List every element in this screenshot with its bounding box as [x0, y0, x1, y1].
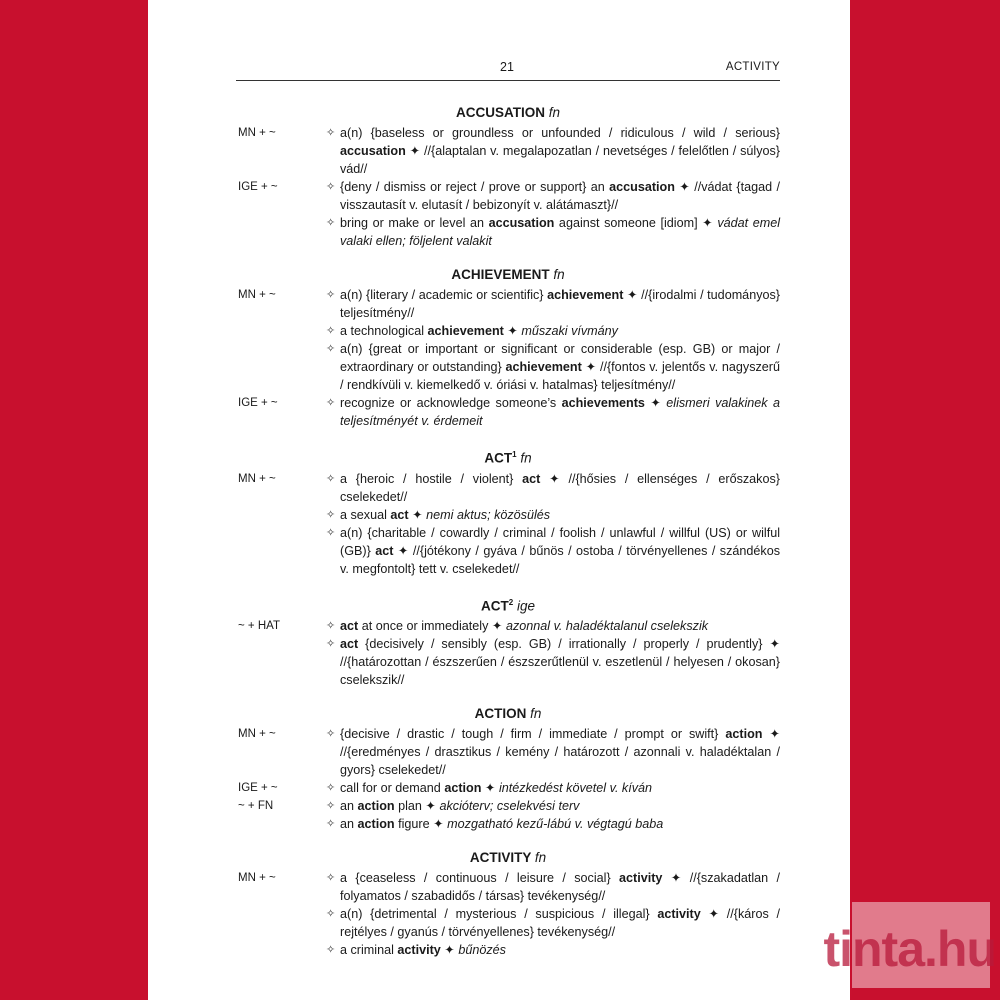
headword-text: ACTION — [474, 706, 527, 721]
translation: akcióterv; cselekvési terv — [439, 799, 580, 813]
collocation-text: ✧ a technological achievement ✦ műszaki vívmány — [326, 322, 780, 340]
collocation-row — [236, 635, 780, 689]
collocation-row — [236, 286, 780, 322]
bold-term: activity — [619, 871, 663, 885]
collocation-row — [236, 524, 780, 578]
collocation-row — [236, 178, 780, 214]
bold-term: action — [357, 817, 395, 831]
bold-term: accusation — [340, 144, 406, 158]
running-head: ACTIVITY — [725, 61, 780, 73]
collocation-text: ✧ act at once or immediately ✦ azonnal v. haladéktalanul cselekszik — [326, 617, 780, 635]
bold-term: activity — [397, 943, 441, 957]
watermark — [823, 902, 996, 988]
bold-term: achievements — [561, 396, 645, 410]
collocation-row — [236, 617, 780, 635]
headword-text: ACTIVITY — [469, 850, 532, 865]
translation: műszaki vívmány — [521, 324, 618, 338]
grammar-label: MN + ~ — [238, 872, 276, 884]
entry-section — [236, 266, 780, 430]
translation: azonnal v. haladéktalanul cselekszik — [505, 619, 709, 633]
grammar-label: ~ + FN — [238, 800, 274, 812]
grammar-label: IGE + ~ — [238, 782, 278, 794]
part-of-speech: fn — [548, 105, 561, 120]
homonym-number: 2 — [508, 597, 514, 607]
bold-term: achievement — [547, 288, 624, 302]
collocation-row — [236, 322, 780, 340]
collocation-row — [236, 725, 780, 779]
headword-text: ACHIEVEMENT — [451, 267, 550, 282]
collocation-text: ✧ a(n) {detrimental / mysterious / suspicious / illegal} activity ✦ //{káros / rejtélyes / gyanús / törvényellenes} tevékenység// — [326, 905, 780, 941]
bold-term: accusation — [609, 180, 675, 194]
collocation-row — [236, 394, 780, 430]
entry-section — [236, 594, 780, 690]
translation: mozgatható kezű-lábú v. végtagú baba — [447, 817, 664, 831]
collocation-row — [236, 797, 780, 815]
grammar-label: IGE + ~ — [238, 181, 278, 193]
collocation-text: ✧ an action figure ✦ mozgatható kezű-lábú v. végtagú baba — [326, 815, 780, 833]
collocation-text: ✧ a(n) {charitable / cowardly / criminal / foolish / unlawful / willful (US) or wilful (GB)} act ✦ //{jótékony / gyáva / bűnös / ostoba / törvényellenes / szándékos v. megfontolt} tett v. cselekedet// — [326, 524, 780, 578]
headword — [236, 446, 780, 468]
bold-term: act — [390, 507, 409, 522]
part-of-speech: fn — [553, 267, 565, 282]
translation: elismeri valakinek a teljesítményét v. érdemeit — [340, 396, 780, 428]
collocation-row — [236, 941, 780, 959]
part-of-speech: ige — [516, 598, 535, 613]
part-of-speech: fn — [534, 850, 547, 865]
headword — [236, 594, 780, 616]
entry-section — [236, 849, 780, 959]
part-of-speech: fn — [530, 706, 542, 721]
translation: bűnözés — [458, 943, 506, 957]
collocation-text: ✧ a sexual act ✦ nemi aktus; közösülés — [326, 506, 780, 524]
collocation-row — [236, 124, 780, 178]
bold-term: achievement — [505, 360, 582, 374]
page-header — [236, 60, 780, 81]
collocation-row — [236, 779, 780, 797]
translation: nemi aktus; közösülés — [426, 507, 551, 522]
headword — [236, 849, 780, 867]
bold-term: act — [522, 471, 541, 486]
collocation-text: ✧ bring or make or level an accusation against someone [idiom] ✦ vádat emel valaki ellen; följelent valakit — [326, 214, 780, 250]
bold-term: act — [340, 619, 359, 633]
translation: vádat emel valaki ellen; följelent valakit — [340, 216, 780, 248]
headword-text: ACT — [484, 450, 513, 466]
collocation-row — [236, 905, 780, 941]
collocation-row — [236, 815, 780, 833]
headword-text: ACCUSATION — [455, 105, 545, 120]
watermark-text: tinta.hu — [823, 921, 996, 977]
collocation-text: ✧ a criminal activity ✦ bűnözés — [326, 941, 780, 959]
collocation-text: ✧ {decisive / drastic / tough / firm / immediate / prompt or swift} action ✦ //{eredményes / drasztikus / kemény / határozott / azonnali v. haladéktalan / gyors} cselekedet// — [326, 725, 780, 779]
entry-section — [236, 104, 780, 250]
grammar-label: IGE + ~ — [238, 397, 278, 409]
collocation-text: ✧ an action plan ✦ akcióterv; cselekvési terv — [326, 797, 780, 815]
collocation-text: ✧ a(n) {great or important or significant or considerable (esp. GB) or major / extraordinary or outstanding} achievement ✦ //{fontos v. jelentős v. nagyszerű / rendkívüli v. kiemelkedő v. óriási v. hatalmas} teljesítmény// — [326, 340, 780, 394]
bold-term: achievement — [427, 324, 504, 338]
homonym-number: 1 — [512, 450, 517, 459]
bold-term: action — [444, 781, 482, 795]
translation: intézkedést követel v. kíván — [498, 781, 653, 795]
part-of-speech: fn — [520, 450, 532, 466]
headword-text: ACT — [481, 598, 509, 613]
bold-term: action — [725, 727, 763, 741]
grammar-label: MN + ~ — [238, 472, 276, 485]
collocation-row — [236, 869, 780, 905]
entry-section — [236, 446, 780, 578]
grammar-label: MN + ~ — [238, 728, 276, 740]
collocation-text: ✧ a(n) {baseless or groundless or unfounded / ridiculous / wild / serious} accusation ✦ //{alaptalan v. megalapozatlan / nevetséges / felelőtlen / súlyos} vád// — [326, 124, 780, 178]
collocation-text: ✧ call for or demand action ✦ intézkedést követel v. kíván — [326, 779, 780, 797]
collocation-text: ✧ a(n) {literary / academic or scientific} achievement ✦ //{irodalmi / tudományos} teljesítmény// — [326, 286, 780, 322]
dictionary-page — [148, 0, 850, 1000]
grammar-label: ~ + HAT — [238, 620, 280, 632]
collocation-text: ✧ recognize or acknowledge someone’s achievements ✦ elismeri valakinek a teljesítményét v. érdemeit — [326, 394, 780, 430]
collocation-row — [236, 340, 780, 394]
collocation-text: ✧ {deny / dismiss or reject / prove or support} an accusation ✦ //vádat {tagad / visszautasít v. elutasít / bebizonyít v. alátámaszt}// — [326, 178, 780, 214]
bold-term: act — [340, 637, 359, 651]
bold-term: act — [375, 543, 394, 558]
grammar-label: MN + ~ — [238, 127, 276, 139]
bold-term: action — [357, 799, 395, 813]
collocation-text: ✧ act {decisively / sensibly (esp. GB) / irrationally / properly / prudently} ✦ //{határozottan / észszerűen / észszerűtlenül v. eszetlenül / helyesen / okosan} cselekszik// — [326, 635, 780, 689]
collocation-row — [236, 214, 780, 250]
collocation-text: ✧ a {ceaseless / continuous / leisure / social} activity ✦ //{szakadatlan / folyamatos / szabadidős / társas} tevékenység// — [326, 869, 780, 905]
entry-section — [236, 705, 780, 833]
page-number: 21 — [500, 60, 514, 74]
dictionary-content — [236, 104, 780, 959]
headword — [236, 104, 780, 122]
bold-term: activity — [657, 907, 701, 921]
collocation-text: ✧ a {heroic / hostile / violent} act ✦ //{hősies / ellenséges / erőszakos} cselekedet// — [326, 470, 780, 506]
collocation-row — [236, 470, 780, 506]
collocation-row — [236, 506, 780, 524]
headword — [236, 705, 780, 723]
grammar-label: MN + ~ — [238, 289, 276, 301]
headword — [236, 266, 780, 284]
bold-term: accusation — [488, 216, 555, 230]
